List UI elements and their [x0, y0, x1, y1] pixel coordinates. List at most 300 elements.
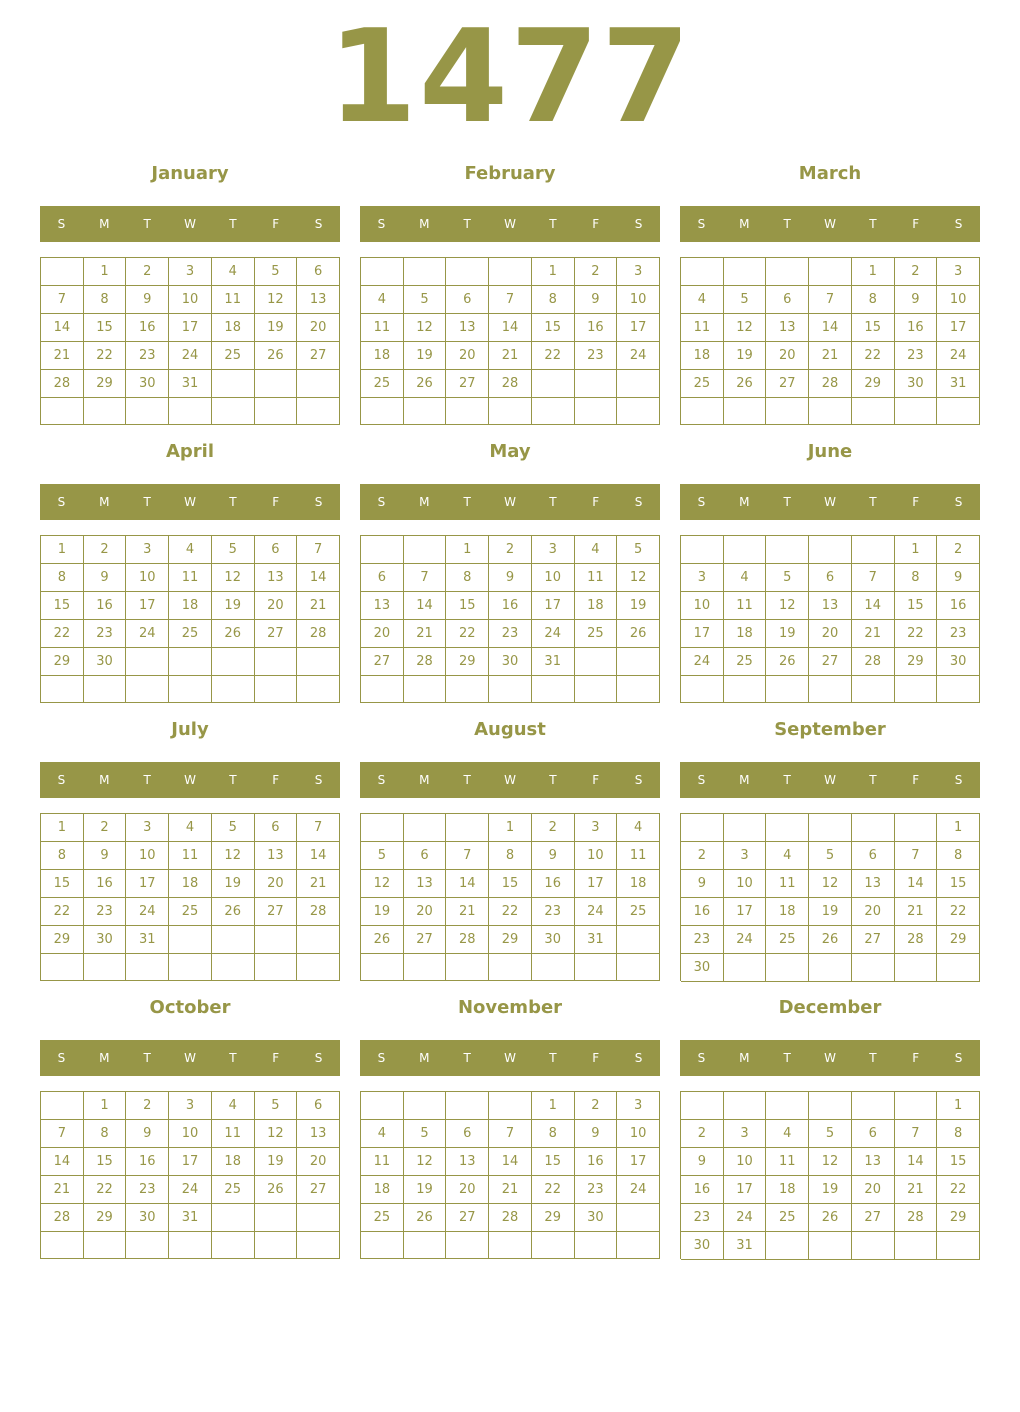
day-cell[interactable]: 15: [41, 870, 84, 898]
day-cell[interactable]: 3: [532, 536, 575, 564]
day-cell[interactable]: 26: [809, 1204, 852, 1232]
day-cell[interactable]: 30: [575, 1204, 618, 1232]
day-cell[interactable]: 7: [297, 814, 340, 842]
day-cell[interactable]: 23: [937, 620, 980, 648]
day-cell[interactable]: 1: [41, 814, 84, 842]
day-cell[interactable]: 22: [446, 620, 489, 648]
day-cell[interactable]: 9: [895, 286, 938, 314]
day-cell[interactable]: 17: [681, 620, 724, 648]
day-cell[interactable]: 13: [255, 842, 298, 870]
day-cell[interactable]: 1: [84, 258, 127, 286]
day-cell[interactable]: 30: [126, 1204, 169, 1232]
day-cell[interactable]: 6: [766, 286, 809, 314]
day-cell[interactable]: 5: [766, 564, 809, 592]
day-cell[interactable]: 22: [489, 898, 532, 926]
day-cell[interactable]: 17: [126, 592, 169, 620]
day-cell[interactable]: 12: [724, 314, 767, 342]
day-cell[interactable]: 30: [681, 954, 724, 982]
day-cell[interactable]: 21: [404, 620, 447, 648]
day-cell[interactable]: 2: [84, 814, 127, 842]
day-cell[interactable]: 20: [446, 1176, 489, 1204]
day-cell[interactable]: 1: [532, 258, 575, 286]
day-cell[interactable]: 27: [446, 1204, 489, 1232]
day-cell[interactable]: 14: [297, 564, 340, 592]
day-cell[interactable]: 15: [84, 314, 127, 342]
day-cell[interactable]: 4: [169, 814, 212, 842]
day-cell[interactable]: 29: [446, 648, 489, 676]
day-cell[interactable]: 31: [126, 926, 169, 954]
day-cell[interactable]: 8: [852, 286, 895, 314]
day-cell[interactable]: 18: [681, 342, 724, 370]
day-cell[interactable]: 2: [681, 1120, 724, 1148]
day-cell[interactable]: 15: [937, 870, 980, 898]
day-cell[interactable]: 31: [169, 370, 212, 398]
day-cell[interactable]: 4: [169, 536, 212, 564]
day-cell[interactable]: 26: [724, 370, 767, 398]
day-cell[interactable]: 5: [255, 1092, 298, 1120]
day-cell[interactable]: 20: [766, 342, 809, 370]
day-cell[interactable]: 10: [937, 286, 980, 314]
day-cell[interactable]: 17: [617, 314, 660, 342]
day-cell[interactable]: 14: [852, 592, 895, 620]
day-cell[interactable]: 24: [681, 648, 724, 676]
day-cell[interactable]: 18: [361, 342, 404, 370]
day-cell[interactable]: 19: [361, 898, 404, 926]
day-cell[interactable]: 18: [575, 592, 618, 620]
day-cell[interactable]: 14: [809, 314, 852, 342]
day-cell[interactable]: 13: [766, 314, 809, 342]
day-cell[interactable]: 14: [446, 870, 489, 898]
day-cell[interactable]: 27: [852, 926, 895, 954]
day-cell[interactable]: 6: [297, 258, 340, 286]
day-cell[interactable]: 16: [681, 1176, 724, 1204]
day-cell[interactable]: 1: [937, 1092, 980, 1120]
day-cell[interactable]: 26: [212, 620, 255, 648]
day-cell[interactable]: 15: [532, 1148, 575, 1176]
day-cell[interactable]: 19: [212, 870, 255, 898]
day-cell[interactable]: 14: [41, 1148, 84, 1176]
day-cell[interactable]: 19: [212, 592, 255, 620]
day-cell[interactable]: 9: [681, 870, 724, 898]
day-cell[interactable]: 11: [617, 842, 660, 870]
day-cell[interactable]: 6: [852, 1120, 895, 1148]
day-cell[interactable]: 5: [361, 842, 404, 870]
day-cell[interactable]: 30: [937, 648, 980, 676]
day-cell[interactable]: 13: [297, 1120, 340, 1148]
day-cell[interactable]: 17: [532, 592, 575, 620]
day-cell[interactable]: 22: [895, 620, 938, 648]
day-cell[interactable]: 14: [895, 1148, 938, 1176]
day-cell[interactable]: 3: [937, 258, 980, 286]
day-cell[interactable]: 17: [617, 1148, 660, 1176]
day-cell[interactable]: 27: [255, 898, 298, 926]
day-cell[interactable]: 26: [212, 898, 255, 926]
day-cell[interactable]: 11: [766, 870, 809, 898]
day-cell[interactable]: 25: [212, 1176, 255, 1204]
day-cell[interactable]: 4: [681, 286, 724, 314]
day-cell[interactable]: 24: [575, 898, 618, 926]
day-cell[interactable]: 8: [41, 842, 84, 870]
day-cell[interactable]: 21: [895, 1176, 938, 1204]
day-cell[interactable]: 6: [297, 1092, 340, 1120]
day-cell[interactable]: 25: [361, 1204, 404, 1232]
day-cell[interactable]: 6: [446, 1120, 489, 1148]
day-cell[interactable]: 21: [852, 620, 895, 648]
day-cell[interactable]: 13: [852, 870, 895, 898]
day-cell[interactable]: 15: [852, 314, 895, 342]
day-cell[interactable]: 23: [895, 342, 938, 370]
day-cell[interactable]: 23: [575, 1176, 618, 1204]
day-cell[interactable]: 21: [297, 870, 340, 898]
day-cell[interactable]: 25: [724, 648, 767, 676]
day-cell[interactable]: 23: [84, 898, 127, 926]
day-cell[interactable]: 14: [297, 842, 340, 870]
day-cell[interactable]: 15: [84, 1148, 127, 1176]
day-cell[interactable]: 26: [809, 926, 852, 954]
day-cell[interactable]: 7: [852, 564, 895, 592]
day-cell[interactable]: 22: [41, 620, 84, 648]
day-cell[interactable]: 5: [404, 286, 447, 314]
day-cell[interactable]: 1: [41, 536, 84, 564]
day-cell[interactable]: 22: [852, 342, 895, 370]
day-cell[interactable]: 23: [532, 898, 575, 926]
day-cell[interactable]: 11: [169, 564, 212, 592]
day-cell[interactable]: 8: [937, 1120, 980, 1148]
day-cell[interactable]: 28: [489, 370, 532, 398]
day-cell[interactable]: 17: [126, 870, 169, 898]
day-cell[interactable]: 28: [404, 648, 447, 676]
day-cell[interactable]: 16: [681, 898, 724, 926]
day-cell[interactable]: 27: [297, 1176, 340, 1204]
day-cell[interactable]: 26: [617, 620, 660, 648]
day-cell[interactable]: 29: [84, 370, 127, 398]
day-cell[interactable]: 21: [446, 898, 489, 926]
day-cell[interactable]: 28: [489, 1204, 532, 1232]
day-cell[interactable]: 7: [809, 286, 852, 314]
day-cell[interactable]: 12: [361, 870, 404, 898]
day-cell[interactable]: 28: [809, 370, 852, 398]
day-cell[interactable]: 3: [724, 842, 767, 870]
day-cell[interactable]: 4: [766, 1120, 809, 1148]
day-cell[interactable]: 11: [575, 564, 618, 592]
day-cell[interactable]: 16: [895, 314, 938, 342]
day-cell[interactable]: 4: [766, 842, 809, 870]
day-cell[interactable]: 19: [255, 1148, 298, 1176]
day-cell[interactable]: 26: [255, 1176, 298, 1204]
day-cell[interactable]: 23: [681, 1204, 724, 1232]
day-cell[interactable]: 8: [532, 286, 575, 314]
day-cell[interactable]: 12: [404, 314, 447, 342]
day-cell[interactable]: 17: [937, 314, 980, 342]
day-cell[interactable]: 24: [724, 1204, 767, 1232]
day-cell[interactable]: 25: [212, 342, 255, 370]
day-cell[interactable]: 1: [852, 258, 895, 286]
day-cell[interactable]: 18: [766, 898, 809, 926]
day-cell[interactable]: 2: [489, 536, 532, 564]
day-cell[interactable]: 26: [255, 342, 298, 370]
day-cell[interactable]: 15: [937, 1148, 980, 1176]
day-cell[interactable]: 9: [489, 564, 532, 592]
day-cell[interactable]: 12: [255, 1120, 298, 1148]
day-cell[interactable]: 29: [41, 648, 84, 676]
day-cell[interactable]: 7: [41, 286, 84, 314]
day-cell[interactable]: 13: [852, 1148, 895, 1176]
day-cell[interactable]: 6: [404, 842, 447, 870]
day-cell[interactable]: 24: [937, 342, 980, 370]
day-cell[interactable]: 29: [84, 1204, 127, 1232]
day-cell[interactable]: 14: [489, 314, 532, 342]
day-cell[interactable]: 4: [617, 814, 660, 842]
day-cell[interactable]: 23: [126, 1176, 169, 1204]
day-cell[interactable]: 30: [84, 926, 127, 954]
day-cell[interactable]: 29: [937, 926, 980, 954]
day-cell[interactable]: 22: [937, 1176, 980, 1204]
day-cell[interactable]: 29: [489, 926, 532, 954]
day-cell[interactable]: 17: [724, 898, 767, 926]
day-cell[interactable]: 24: [169, 342, 212, 370]
day-cell[interactable]: 26: [361, 926, 404, 954]
day-cell[interactable]: 31: [169, 1204, 212, 1232]
day-cell[interactable]: 27: [446, 370, 489, 398]
day-cell[interactable]: 4: [212, 1092, 255, 1120]
day-cell[interactable]: 8: [41, 564, 84, 592]
day-cell[interactable]: 16: [126, 314, 169, 342]
day-cell[interactable]: 3: [169, 1092, 212, 1120]
day-cell[interactable]: 10: [724, 870, 767, 898]
day-cell[interactable]: 19: [404, 342, 447, 370]
day-cell[interactable]: 4: [724, 564, 767, 592]
day-cell[interactable]: 24: [532, 620, 575, 648]
day-cell[interactable]: 7: [446, 842, 489, 870]
day-cell[interactable]: 8: [84, 1120, 127, 1148]
day-cell[interactable]: 8: [446, 564, 489, 592]
day-cell[interactable]: 17: [169, 1148, 212, 1176]
day-cell[interactable]: 21: [809, 342, 852, 370]
day-cell[interactable]: 14: [895, 870, 938, 898]
day-cell[interactable]: 30: [681, 1232, 724, 1260]
day-cell[interactable]: 9: [126, 1120, 169, 1148]
day-cell[interactable]: 30: [895, 370, 938, 398]
day-cell[interactable]: 5: [404, 1120, 447, 1148]
day-cell[interactable]: 2: [575, 258, 618, 286]
day-cell[interactable]: 20: [361, 620, 404, 648]
day-cell[interactable]: 11: [361, 314, 404, 342]
day-cell[interactable]: 25: [169, 898, 212, 926]
day-cell[interactable]: 11: [361, 1148, 404, 1176]
day-cell[interactable]: 15: [532, 314, 575, 342]
day-cell[interactable]: 24: [617, 342, 660, 370]
day-cell[interactable]: 24: [126, 620, 169, 648]
day-cell[interactable]: 9: [84, 564, 127, 592]
day-cell[interactable]: 3: [126, 814, 169, 842]
day-cell[interactable]: 11: [766, 1148, 809, 1176]
day-cell[interactable]: 24: [169, 1176, 212, 1204]
day-cell[interactable]: 12: [212, 564, 255, 592]
day-cell[interactable]: 1: [446, 536, 489, 564]
day-cell[interactable]: 2: [126, 1092, 169, 1120]
day-cell[interactable]: 25: [575, 620, 618, 648]
day-cell[interactable]: 16: [84, 592, 127, 620]
day-cell[interactable]: 12: [766, 592, 809, 620]
day-cell[interactable]: 1: [895, 536, 938, 564]
day-cell[interactable]: 2: [84, 536, 127, 564]
day-cell[interactable]: 12: [212, 842, 255, 870]
day-cell[interactable]: 11: [212, 1120, 255, 1148]
day-cell[interactable]: 13: [446, 314, 489, 342]
day-cell[interactable]: 19: [255, 314, 298, 342]
day-cell[interactable]: 28: [297, 620, 340, 648]
day-cell[interactable]: 22: [532, 1176, 575, 1204]
day-cell[interactable]: 30: [126, 370, 169, 398]
day-cell[interactable]: 18: [724, 620, 767, 648]
day-cell[interactable]: 4: [212, 258, 255, 286]
day-cell[interactable]: 28: [895, 926, 938, 954]
day-cell[interactable]: 21: [297, 592, 340, 620]
day-cell[interactable]: 20: [852, 1176, 895, 1204]
day-cell[interactable]: 29: [532, 1204, 575, 1232]
day-cell[interactable]: 16: [489, 592, 532, 620]
day-cell[interactable]: 29: [852, 370, 895, 398]
day-cell[interactable]: 24: [126, 898, 169, 926]
day-cell[interactable]: 23: [84, 620, 127, 648]
day-cell[interactable]: 1: [937, 814, 980, 842]
day-cell[interactable]: 28: [41, 1204, 84, 1232]
day-cell[interactable]: 3: [169, 258, 212, 286]
day-cell[interactable]: 27: [852, 1204, 895, 1232]
day-cell[interactable]: 10: [126, 564, 169, 592]
day-cell[interactable]: 25: [169, 620, 212, 648]
day-cell[interactable]: 5: [212, 536, 255, 564]
day-cell[interactable]: 5: [809, 842, 852, 870]
day-cell[interactable]: 16: [575, 1148, 618, 1176]
day-cell[interactable]: 13: [809, 592, 852, 620]
day-cell[interactable]: 25: [617, 898, 660, 926]
day-cell[interactable]: 25: [361, 370, 404, 398]
day-cell[interactable]: 10: [169, 1120, 212, 1148]
day-cell[interactable]: 23: [681, 926, 724, 954]
day-cell[interactable]: 28: [446, 926, 489, 954]
day-cell[interactable]: 18: [617, 870, 660, 898]
day-cell[interactable]: 9: [575, 286, 618, 314]
day-cell[interactable]: 20: [404, 898, 447, 926]
day-cell[interactable]: 12: [809, 1148, 852, 1176]
day-cell[interactable]: 10: [617, 1120, 660, 1148]
day-cell[interactable]: 17: [724, 1176, 767, 1204]
day-cell[interactable]: 14: [489, 1148, 532, 1176]
day-cell[interactable]: 27: [404, 926, 447, 954]
day-cell[interactable]: 13: [297, 286, 340, 314]
day-cell[interactable]: 19: [766, 620, 809, 648]
day-cell[interactable]: 6: [809, 564, 852, 592]
day-cell[interactable]: 29: [895, 648, 938, 676]
day-cell[interactable]: 2: [532, 814, 575, 842]
day-cell[interactable]: 7: [41, 1120, 84, 1148]
day-cell[interactable]: 21: [41, 1176, 84, 1204]
day-cell[interactable]: 1: [84, 1092, 127, 1120]
day-cell[interactable]: 14: [41, 314, 84, 342]
day-cell[interactable]: 7: [895, 842, 938, 870]
day-cell[interactable]: 5: [212, 814, 255, 842]
day-cell[interactable]: 9: [532, 842, 575, 870]
day-cell[interactable]: 17: [575, 870, 618, 898]
day-cell[interactable]: 20: [809, 620, 852, 648]
day-cell[interactable]: 6: [361, 564, 404, 592]
day-cell[interactable]: 21: [41, 342, 84, 370]
day-cell[interactable]: 25: [681, 370, 724, 398]
day-cell[interactable]: 20: [255, 870, 298, 898]
day-cell[interactable]: 6: [255, 814, 298, 842]
day-cell[interactable]: 4: [575, 536, 618, 564]
day-cell[interactable]: 20: [255, 592, 298, 620]
day-cell[interactable]: 9: [575, 1120, 618, 1148]
day-cell[interactable]: 27: [297, 342, 340, 370]
day-cell[interactable]: 10: [724, 1148, 767, 1176]
day-cell[interactable]: 27: [361, 648, 404, 676]
day-cell[interactable]: 30: [532, 926, 575, 954]
day-cell[interactable]: 8: [84, 286, 127, 314]
day-cell[interactable]: 3: [126, 536, 169, 564]
day-cell[interactable]: 10: [575, 842, 618, 870]
day-cell[interactable]: 23: [126, 342, 169, 370]
day-cell[interactable]: 10: [126, 842, 169, 870]
day-cell[interactable]: 18: [212, 1148, 255, 1176]
day-cell[interactable]: 13: [255, 564, 298, 592]
day-cell[interactable]: 2: [575, 1092, 618, 1120]
day-cell[interactable]: 7: [404, 564, 447, 592]
day-cell[interactable]: 31: [937, 370, 980, 398]
day-cell[interactable]: 20: [852, 898, 895, 926]
day-cell[interactable]: 18: [169, 870, 212, 898]
day-cell[interactable]: 6: [255, 536, 298, 564]
day-cell[interactable]: 7: [895, 1120, 938, 1148]
day-cell[interactable]: 28: [41, 370, 84, 398]
day-cell[interactable]: 20: [297, 314, 340, 342]
day-cell[interactable]: 10: [532, 564, 575, 592]
day-cell[interactable]: 3: [617, 258, 660, 286]
day-cell[interactable]: 16: [937, 592, 980, 620]
day-cell[interactable]: 19: [809, 1176, 852, 1204]
day-cell[interactable]: 9: [681, 1148, 724, 1176]
day-cell[interactable]: 28: [895, 1204, 938, 1232]
day-cell[interactable]: 22: [532, 342, 575, 370]
day-cell[interactable]: 5: [617, 536, 660, 564]
day-cell[interactable]: 13: [446, 1148, 489, 1176]
day-cell[interactable]: 2: [895, 258, 938, 286]
day-cell[interactable]: 22: [84, 342, 127, 370]
day-cell[interactable]: 29: [937, 1204, 980, 1232]
day-cell[interactable]: 7: [489, 286, 532, 314]
day-cell[interactable]: 9: [126, 286, 169, 314]
day-cell[interactable]: 12: [255, 286, 298, 314]
day-cell[interactable]: 13: [404, 870, 447, 898]
day-cell[interactable]: 30: [489, 648, 532, 676]
day-cell[interactable]: 2: [126, 258, 169, 286]
day-cell[interactable]: 27: [809, 648, 852, 676]
day-cell[interactable]: 4: [361, 286, 404, 314]
day-cell[interactable]: 9: [84, 842, 127, 870]
day-cell[interactable]: 26: [404, 370, 447, 398]
day-cell[interactable]: 5: [255, 258, 298, 286]
day-cell[interactable]: 7: [297, 536, 340, 564]
day-cell[interactable]: 3: [617, 1092, 660, 1120]
day-cell[interactable]: 18: [361, 1176, 404, 1204]
day-cell[interactable]: 25: [766, 1204, 809, 1232]
day-cell[interactable]: 8: [489, 842, 532, 870]
day-cell[interactable]: 15: [446, 592, 489, 620]
day-cell[interactable]: 12: [404, 1148, 447, 1176]
day-cell[interactable]: 10: [617, 286, 660, 314]
day-cell[interactable]: 30: [84, 648, 127, 676]
